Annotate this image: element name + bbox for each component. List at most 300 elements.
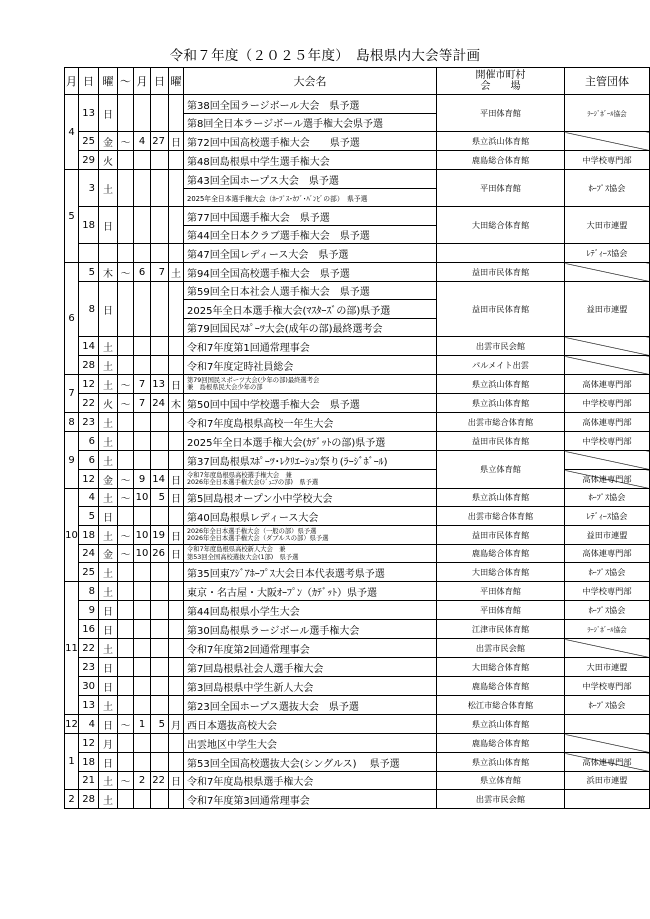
- table-row: [65, 356, 650, 375]
- day-cell: 12: [79, 734, 99, 753]
- venue-cell: 出雲市民会館: [437, 639, 565, 658]
- table-row: [65, 639, 650, 658]
- end-weekday-cell: 日: [169, 375, 184, 394]
- end-month-cell: 4: [134, 132, 151, 151]
- table-row: [65, 432, 650, 451]
- header-end-day: 日: [151, 68, 169, 95]
- end-month-cell: [134, 244, 151, 263]
- end-month-cell: [134, 356, 151, 375]
- table-row: [65, 658, 650, 677]
- end-day-cell: [151, 790, 169, 809]
- event-name: 第79回国民ｽﾎﾟｰﾂ大会(成年の部)最終選考会: [184, 319, 437, 337]
- end-day-cell: [151, 282, 169, 337]
- weekday-cell: 土: [99, 337, 118, 356]
- end-day-cell: [151, 734, 169, 753]
- event-name: 令和7年度第1回通常理事会: [184, 337, 437, 356]
- end-month-cell: [134, 282, 151, 337]
- end-weekday-cell: [169, 337, 184, 356]
- header-end-weekday: 曜: [169, 68, 184, 95]
- end-day-cell: [151, 639, 169, 658]
- venue-cell: 出雲市民会館: [437, 337, 565, 356]
- end-weekday-cell: [169, 282, 184, 337]
- organizer-cell-empty: [565, 337, 650, 356]
- event-name: 第72回中国高校選手権大会 県予選: [184, 132, 437, 151]
- event-name-line: 第53回全国高校選抜大会(1部) 県予選: [187, 553, 299, 561]
- day-cell: 21: [79, 772, 99, 790]
- organizer-cell: 中学校専門部: [565, 582, 650, 601]
- event-name: 第59回全日本社会人選手権大会 県予選: [184, 282, 437, 300]
- event-name: 第77回中国選手権大会 県予選: [184, 207, 437, 226]
- event-name: 東京・名古屋・大阪ｵｰﾌﾟﾝ（ｶﾃﾞｯﾄ）県予選: [184, 582, 437, 601]
- venue-cell: 鹿島総合体育館: [437, 151, 565, 170]
- event-name: 西日本選抜高校大会: [184, 715, 437, 734]
- tilde-cell: ～: [118, 489, 134, 507]
- venue-cell: 県立浜山体育館: [437, 489, 565, 507]
- weekday-cell: 土: [99, 696, 118, 715]
- end-weekday-cell: [169, 507, 184, 526]
- end-month-cell: [134, 151, 151, 170]
- end-day-cell: [151, 432, 169, 451]
- organizer-cell-empty: 高体連専門部: [565, 753, 650, 772]
- event-name: 第38回全国ラージボール大会 県予選: [184, 95, 437, 114]
- page-title: 令和７年度（２０２５年度） 島根県内大会等計画: [169, 48, 481, 64]
- end-weekday-cell: [169, 658, 184, 677]
- end-weekday-cell: [169, 582, 184, 601]
- weekday-cell: 土: [99, 170, 118, 207]
- event-name-line: 令和7年度島根県高校選手権大会 兼: [187, 471, 292, 479]
- day-cell: 8: [79, 582, 99, 601]
- organizer-cell: ﾎｰﾌﾟｽ協会: [565, 489, 650, 507]
- weekday-cell: 日: [99, 207, 118, 244]
- end-weekday-cell: [169, 734, 184, 753]
- month-cell: 7: [65, 375, 79, 413]
- tilde-cell: ～: [118, 545, 134, 563]
- tilde-cell: [118, 244, 134, 263]
- organizer-cell: 中学校専門部: [565, 151, 650, 170]
- weekday-cell: 日: [99, 507, 118, 526]
- organizer-cell: 大田市連盟: [565, 658, 650, 677]
- tilde-cell: [118, 207, 134, 244]
- day-cell: 12: [79, 375, 99, 394]
- end-day-cell: [151, 696, 169, 715]
- day-cell: 5: [79, 263, 99, 282]
- end-month-cell: [134, 507, 151, 526]
- event-name: 第30回島根県ラージボール選手権大会: [184, 620, 437, 639]
- venue-cell: 鹿島総合体育館: [437, 734, 565, 753]
- end-month-cell: [134, 753, 151, 772]
- organizer-cell: ﾎｰﾌﾟｽ協会: [565, 170, 650, 207]
- end-weekday-cell: 木: [169, 394, 184, 413]
- event-name: 第35回東ｱｼﾞｱﾎｰﾌﾟｽ大会日本代表選考県予選: [184, 563, 437, 582]
- tilde-cell: [118, 432, 134, 451]
- end-weekday-cell: 月: [169, 715, 184, 734]
- end-month-cell: 2: [134, 772, 151, 790]
- event-name: 令和7年度第3回通常理事会: [184, 790, 437, 809]
- tilde-cell: ～: [118, 470, 134, 489]
- tilde-cell: [118, 601, 134, 620]
- end-day-cell: [151, 620, 169, 639]
- venue-cell: 平田体育館: [437, 582, 565, 601]
- table-row: [65, 563, 650, 582]
- day-cell: 4: [79, 489, 99, 507]
- venue-cell: パルメイト出雲: [437, 356, 565, 375]
- day-cell: 13: [79, 696, 99, 715]
- organizer-cell: 益田市連盟: [565, 282, 650, 337]
- end-day-cell: [151, 95, 169, 132]
- table-row: [65, 244, 650, 263]
- weekday-cell: 日: [99, 601, 118, 620]
- event-name: 2025年全日本選手権大会(ﾏｽﾀｰｽﾞの部)県予選: [184, 300, 437, 319]
- end-weekday-cell: 日: [169, 470, 184, 489]
- tilde-cell: ～: [118, 394, 134, 413]
- month-cell: 1: [65, 734, 79, 790]
- organizer-cell: ﾗｰｼﾞﾎﾞｰﾙ協会: [565, 620, 650, 639]
- venue-cell: 出雲市総合体育館: [437, 413, 565, 432]
- table-row: [65, 413, 650, 432]
- event-name: 第43回全国ホープス大会 県予選: [184, 170, 437, 189]
- tilde-cell: [118, 151, 134, 170]
- end-weekday-cell: [169, 170, 184, 207]
- end-month-cell: [134, 639, 151, 658]
- event-name: 第47回全国レディース大会 県予選: [184, 244, 437, 263]
- table-row: [65, 582, 650, 601]
- day-cell: 9: [79, 601, 99, 620]
- venue-cell: 県立体育館: [437, 451, 565, 489]
- event-name: 第40回島根県レディース大会: [184, 507, 437, 526]
- organizer-cell-empty: [565, 734, 650, 753]
- tilde-cell: [118, 790, 134, 809]
- event-name-line: 兼 島根県民大会少年の部: [187, 384, 263, 391]
- venue-cell: 益田市民体育館: [437, 282, 565, 337]
- table-row: [65, 170, 650, 189]
- organizer-cell: 中学校専門部: [565, 677, 650, 696]
- tilde-cell: [118, 639, 134, 658]
- header-row: [65, 68, 650, 95]
- end-weekday-cell: [169, 207, 184, 244]
- venue-cell: 大田総合体育館: [437, 207, 565, 244]
- event-name: 令和7年度定時社員総会: [184, 356, 437, 375]
- day-cell: 13: [79, 95, 99, 132]
- end-month-cell: [134, 696, 151, 715]
- table-row: [65, 489, 650, 507]
- weekday-cell: 日: [99, 753, 118, 772]
- end-month-cell: 1: [134, 715, 151, 734]
- venue-cell: [437, 244, 565, 263]
- weekday-cell: 日: [99, 95, 118, 132]
- organizer-cell: 益田市連盟: [565, 526, 650, 545]
- weekday-cell: 金: [99, 545, 118, 563]
- end-weekday-cell: [169, 639, 184, 658]
- day-cell: 29: [79, 151, 99, 170]
- end-day-cell: [151, 507, 169, 526]
- venue-cell: 益田市民体育館: [437, 526, 565, 545]
- end-day-cell: [151, 356, 169, 375]
- organizer-cell: ﾚﾃﾞｨｰｽ協会: [565, 244, 650, 263]
- venue-cell: 県立浜山体育館: [437, 715, 565, 734]
- table-row: [65, 282, 650, 300]
- event-name-line: 2026年全日本選手権大会(ｼﾞｭﾆｱの部) 県予選: [187, 479, 319, 486]
- table-row: [65, 696, 650, 715]
- tilde-cell: [118, 658, 134, 677]
- end-weekday-cell: [169, 432, 184, 451]
- end-day-cell: [151, 244, 169, 263]
- event-name-line: 2026年全日本選手権大会（ダブルスの部）県予選: [187, 535, 329, 542]
- end-day-cell: [151, 451, 169, 470]
- table-row: [65, 753, 650, 772]
- end-weekday-cell: [169, 356, 184, 375]
- organizer-cell-empty: [565, 132, 650, 151]
- end-day-cell: 24: [151, 394, 169, 413]
- table-row: [65, 207, 650, 226]
- end-day-cell: 19: [151, 526, 169, 545]
- event-name: 2025年全日本選手権大会(ｶﾃﾞｯﾄの部)県予選: [184, 432, 437, 451]
- end-day-cell: 14: [151, 470, 169, 489]
- venue-cell: 県立体育館: [437, 772, 565, 790]
- end-day-cell: [151, 677, 169, 696]
- end-month-cell: [134, 95, 151, 132]
- end-day-cell: [151, 207, 169, 244]
- end-day-cell: [151, 170, 169, 207]
- venue-cell: 益田市民体育館: [437, 432, 565, 451]
- day-cell: 22: [79, 394, 99, 413]
- event-name-line: 第79回国民スポーツ大会(少年の部)最終選考会: [187, 376, 320, 384]
- end-weekday-cell: [169, 790, 184, 809]
- tilde-cell: [118, 337, 134, 356]
- event-name: 出雲地区中学生大会: [184, 734, 437, 753]
- venue-cell: 出雲市民会館: [437, 790, 565, 809]
- end-weekday-cell: [169, 620, 184, 639]
- day-cell: 25: [79, 132, 99, 151]
- organizer-cell: [565, 715, 650, 734]
- end-month-cell: [134, 601, 151, 620]
- table-row: [65, 620, 650, 639]
- organizer-cell: ﾗｰｼﾞﾎﾞｰﾙ協会: [565, 95, 650, 132]
- end-month-cell: 10: [134, 545, 151, 563]
- tilde-cell: ～: [118, 715, 134, 734]
- day-cell: 23: [79, 413, 99, 432]
- event-name: [184, 375, 437, 394]
- weekday-cell: 土: [99, 375, 118, 394]
- table-row: [65, 451, 650, 470]
- table-row: [65, 734, 650, 753]
- event-name: [184, 545, 437, 563]
- header-organizer: 主管団体: [565, 68, 650, 95]
- weekday-cell: 金: [99, 132, 118, 151]
- end-month-cell: [134, 432, 151, 451]
- table-row: [65, 526, 650, 545]
- header-end-month: 月: [134, 68, 151, 95]
- venue-cell: 江津市民体育館: [437, 620, 565, 639]
- end-weekday-cell: [169, 244, 184, 263]
- tilde-cell: [118, 95, 134, 132]
- organizer-cell: 高体連専門部: [565, 413, 650, 432]
- event-name-line: 2026年全日本選手権大会（一般の部）県予選: [187, 527, 317, 535]
- header-month: 月: [65, 68, 79, 95]
- table-row: [65, 151, 650, 170]
- end-day-cell: 22: [151, 772, 169, 790]
- month-cell: 5: [65, 170, 79, 263]
- organizer-cell: ﾎｰﾌﾟｽ協会: [565, 696, 650, 715]
- header-venue: 開催市町村 会 場: [437, 68, 565, 95]
- end-month-cell: [134, 413, 151, 432]
- venue-cell: 平田体育館: [437, 95, 565, 132]
- organizer-cell: 高体連専門部: [565, 375, 650, 394]
- end-month-cell: 9: [134, 470, 151, 489]
- header-tilde: ～: [118, 68, 134, 95]
- venue-cell: 大田総合体育館: [437, 563, 565, 582]
- end-weekday-cell: [169, 95, 184, 132]
- day-cell: 18: [79, 753, 99, 772]
- end-day-cell: 26: [151, 545, 169, 563]
- schedule-table: [64, 67, 650, 809]
- header-day: 日: [79, 68, 99, 95]
- tilde-cell: [118, 696, 134, 715]
- month-cell: 4: [65, 95, 79, 170]
- end-weekday-cell: [169, 451, 184, 470]
- end-month-cell: [134, 207, 151, 244]
- table-row: [65, 677, 650, 696]
- tilde-cell: [118, 734, 134, 753]
- end-month-cell: [134, 790, 151, 809]
- weekday-cell: 土: [99, 432, 118, 451]
- tilde-cell: [118, 451, 134, 470]
- day-cell: 18: [79, 207, 99, 244]
- day-cell: 3: [79, 170, 99, 207]
- event-name: 第7回島根県社会人選手権大会: [184, 658, 437, 677]
- end-weekday-cell: 日: [169, 489, 184, 507]
- weekday-cell: 土: [99, 582, 118, 601]
- end-weekday-cell: [169, 696, 184, 715]
- event-name: 令和7年度第2回通常理事会: [184, 639, 437, 658]
- event-name: 2025年全日本選手権大会（ﾎｰﾌﾟｽ･ｶﾌﾞ･ﾊﾞﾝﾋﾞの部） 県予選: [184, 189, 437, 207]
- end-month-cell: [134, 620, 151, 639]
- venue-cell: 益田市民体育館: [437, 263, 565, 282]
- end-day-cell: 7: [151, 263, 169, 282]
- end-month-cell: [134, 582, 151, 601]
- event-name: 第37回島根県ｽﾎﾟｰﾂ･ﾚｸﾘｴｰｼｮﾝ祭り(ﾗｰｼﾞﾎﾞｰﾙ): [184, 451, 437, 470]
- table-row: [65, 95, 650, 114]
- month-cell: 6: [65, 263, 79, 375]
- end-month-cell: [134, 337, 151, 356]
- organizer-cell: 大田市連盟: [565, 207, 650, 244]
- table-row: [65, 790, 650, 809]
- end-weekday-cell: [169, 753, 184, 772]
- venue-cell: 鹿島総合体育館: [437, 545, 565, 563]
- organizer-cell: 高体連専門部: [565, 545, 650, 563]
- day-cell: 14: [79, 337, 99, 356]
- day-cell: 28: [79, 356, 99, 375]
- weekday-cell: [99, 244, 118, 263]
- end-month-cell: 6: [134, 263, 151, 282]
- venue-cell: 県立浜山体育館: [437, 394, 565, 413]
- event-name: 第48回島根県中学生選手権大会: [184, 151, 437, 170]
- venue-cell: 県立浜山体育館: [437, 375, 565, 394]
- end-month-cell: 10: [134, 526, 151, 545]
- venue-cell: 平田体育館: [437, 601, 565, 620]
- weekday-cell: 土: [99, 356, 118, 375]
- tilde-cell: ～: [118, 263, 134, 282]
- day-cell: 16: [79, 620, 99, 639]
- end-weekday-cell: 日: [169, 132, 184, 151]
- organizer-cell: ﾚﾃﾞｨｰｽ協会: [565, 507, 650, 526]
- month-cell: 10: [65, 489, 79, 582]
- day-cell: 6: [79, 451, 99, 470]
- end-weekday-cell: [169, 563, 184, 582]
- weekday-cell: 土: [99, 526, 118, 545]
- end-month-cell: 7: [134, 375, 151, 394]
- event-name: 令和7年度島根県選手権大会: [184, 772, 437, 790]
- end-month-cell: 7: [134, 394, 151, 413]
- venue-cell: 県立浜山体育館: [437, 132, 565, 151]
- weekday-cell: 土: [99, 790, 118, 809]
- table-row: [65, 772, 650, 790]
- tilde-cell: [118, 413, 134, 432]
- tilde-cell: [118, 753, 134, 772]
- month-cell: 12: [65, 715, 79, 734]
- day-cell: 30: [79, 677, 99, 696]
- tilde-cell: [118, 620, 134, 639]
- venue-cell: 鹿島総合体育館: [437, 677, 565, 696]
- event-name: [184, 526, 437, 545]
- event-name: 第23回全国ホープス選抜大会 県予選: [184, 696, 437, 715]
- table-row: [65, 715, 650, 734]
- end-day-cell: 13: [151, 375, 169, 394]
- event-name: 第50回中国中学校選手権大会 県予選: [184, 394, 437, 413]
- end-weekday-cell: 日: [169, 772, 184, 790]
- end-day-cell: [151, 151, 169, 170]
- tilde-cell: ～: [118, 375, 134, 394]
- event-name: 第44回全日本クラブ選手権大会 県予選: [184, 226, 437, 244]
- month-cell: 9: [65, 432, 79, 489]
- end-day-cell: 27: [151, 132, 169, 151]
- organizer-cell-empty: [565, 356, 650, 375]
- day-cell: 18: [79, 526, 99, 545]
- tilde-cell: [118, 563, 134, 582]
- end-month-cell: 10: [134, 489, 151, 507]
- event-name: 第94回全国高校選手権大会 県予選: [184, 263, 437, 282]
- organizer-cell-empty: [565, 639, 650, 658]
- header-event: 大会名: [184, 68, 437, 95]
- weekday-cell: 日: [99, 620, 118, 639]
- tilde-cell: [118, 282, 134, 337]
- end-month-cell: [134, 658, 151, 677]
- header-weekday: 曜: [99, 68, 118, 95]
- weekday-cell: 土: [99, 772, 118, 790]
- event-name: 第3回島根県中学生新人大会: [184, 677, 437, 696]
- end-day-cell: [151, 582, 169, 601]
- end-month-cell: [134, 451, 151, 470]
- event-name: [184, 470, 437, 489]
- end-weekday-cell: [169, 413, 184, 432]
- end-month-cell: [134, 170, 151, 207]
- table-row: [65, 394, 650, 413]
- month-cell: 2: [65, 790, 79, 809]
- weekday-cell: 土: [99, 413, 118, 432]
- weekday-cell: 日: [99, 282, 118, 337]
- table-row: [65, 601, 650, 620]
- end-day-cell: 5: [151, 489, 169, 507]
- tilde-cell: ～: [118, 772, 134, 790]
- day-cell: 23: [79, 658, 99, 677]
- organizer-cell-empty: [565, 451, 650, 470]
- end-weekday-cell: [169, 151, 184, 170]
- weekday-cell: 日: [99, 658, 118, 677]
- event-name: 第5回島根オープン小中学校大会: [184, 489, 437, 507]
- venue-cell: 松江市総合体育館: [437, 696, 565, 715]
- organizer-cell-empty: 高体連専門部: [565, 470, 650, 489]
- end-day-cell: [151, 413, 169, 432]
- venue-cell: 大田総合体育館: [437, 658, 565, 677]
